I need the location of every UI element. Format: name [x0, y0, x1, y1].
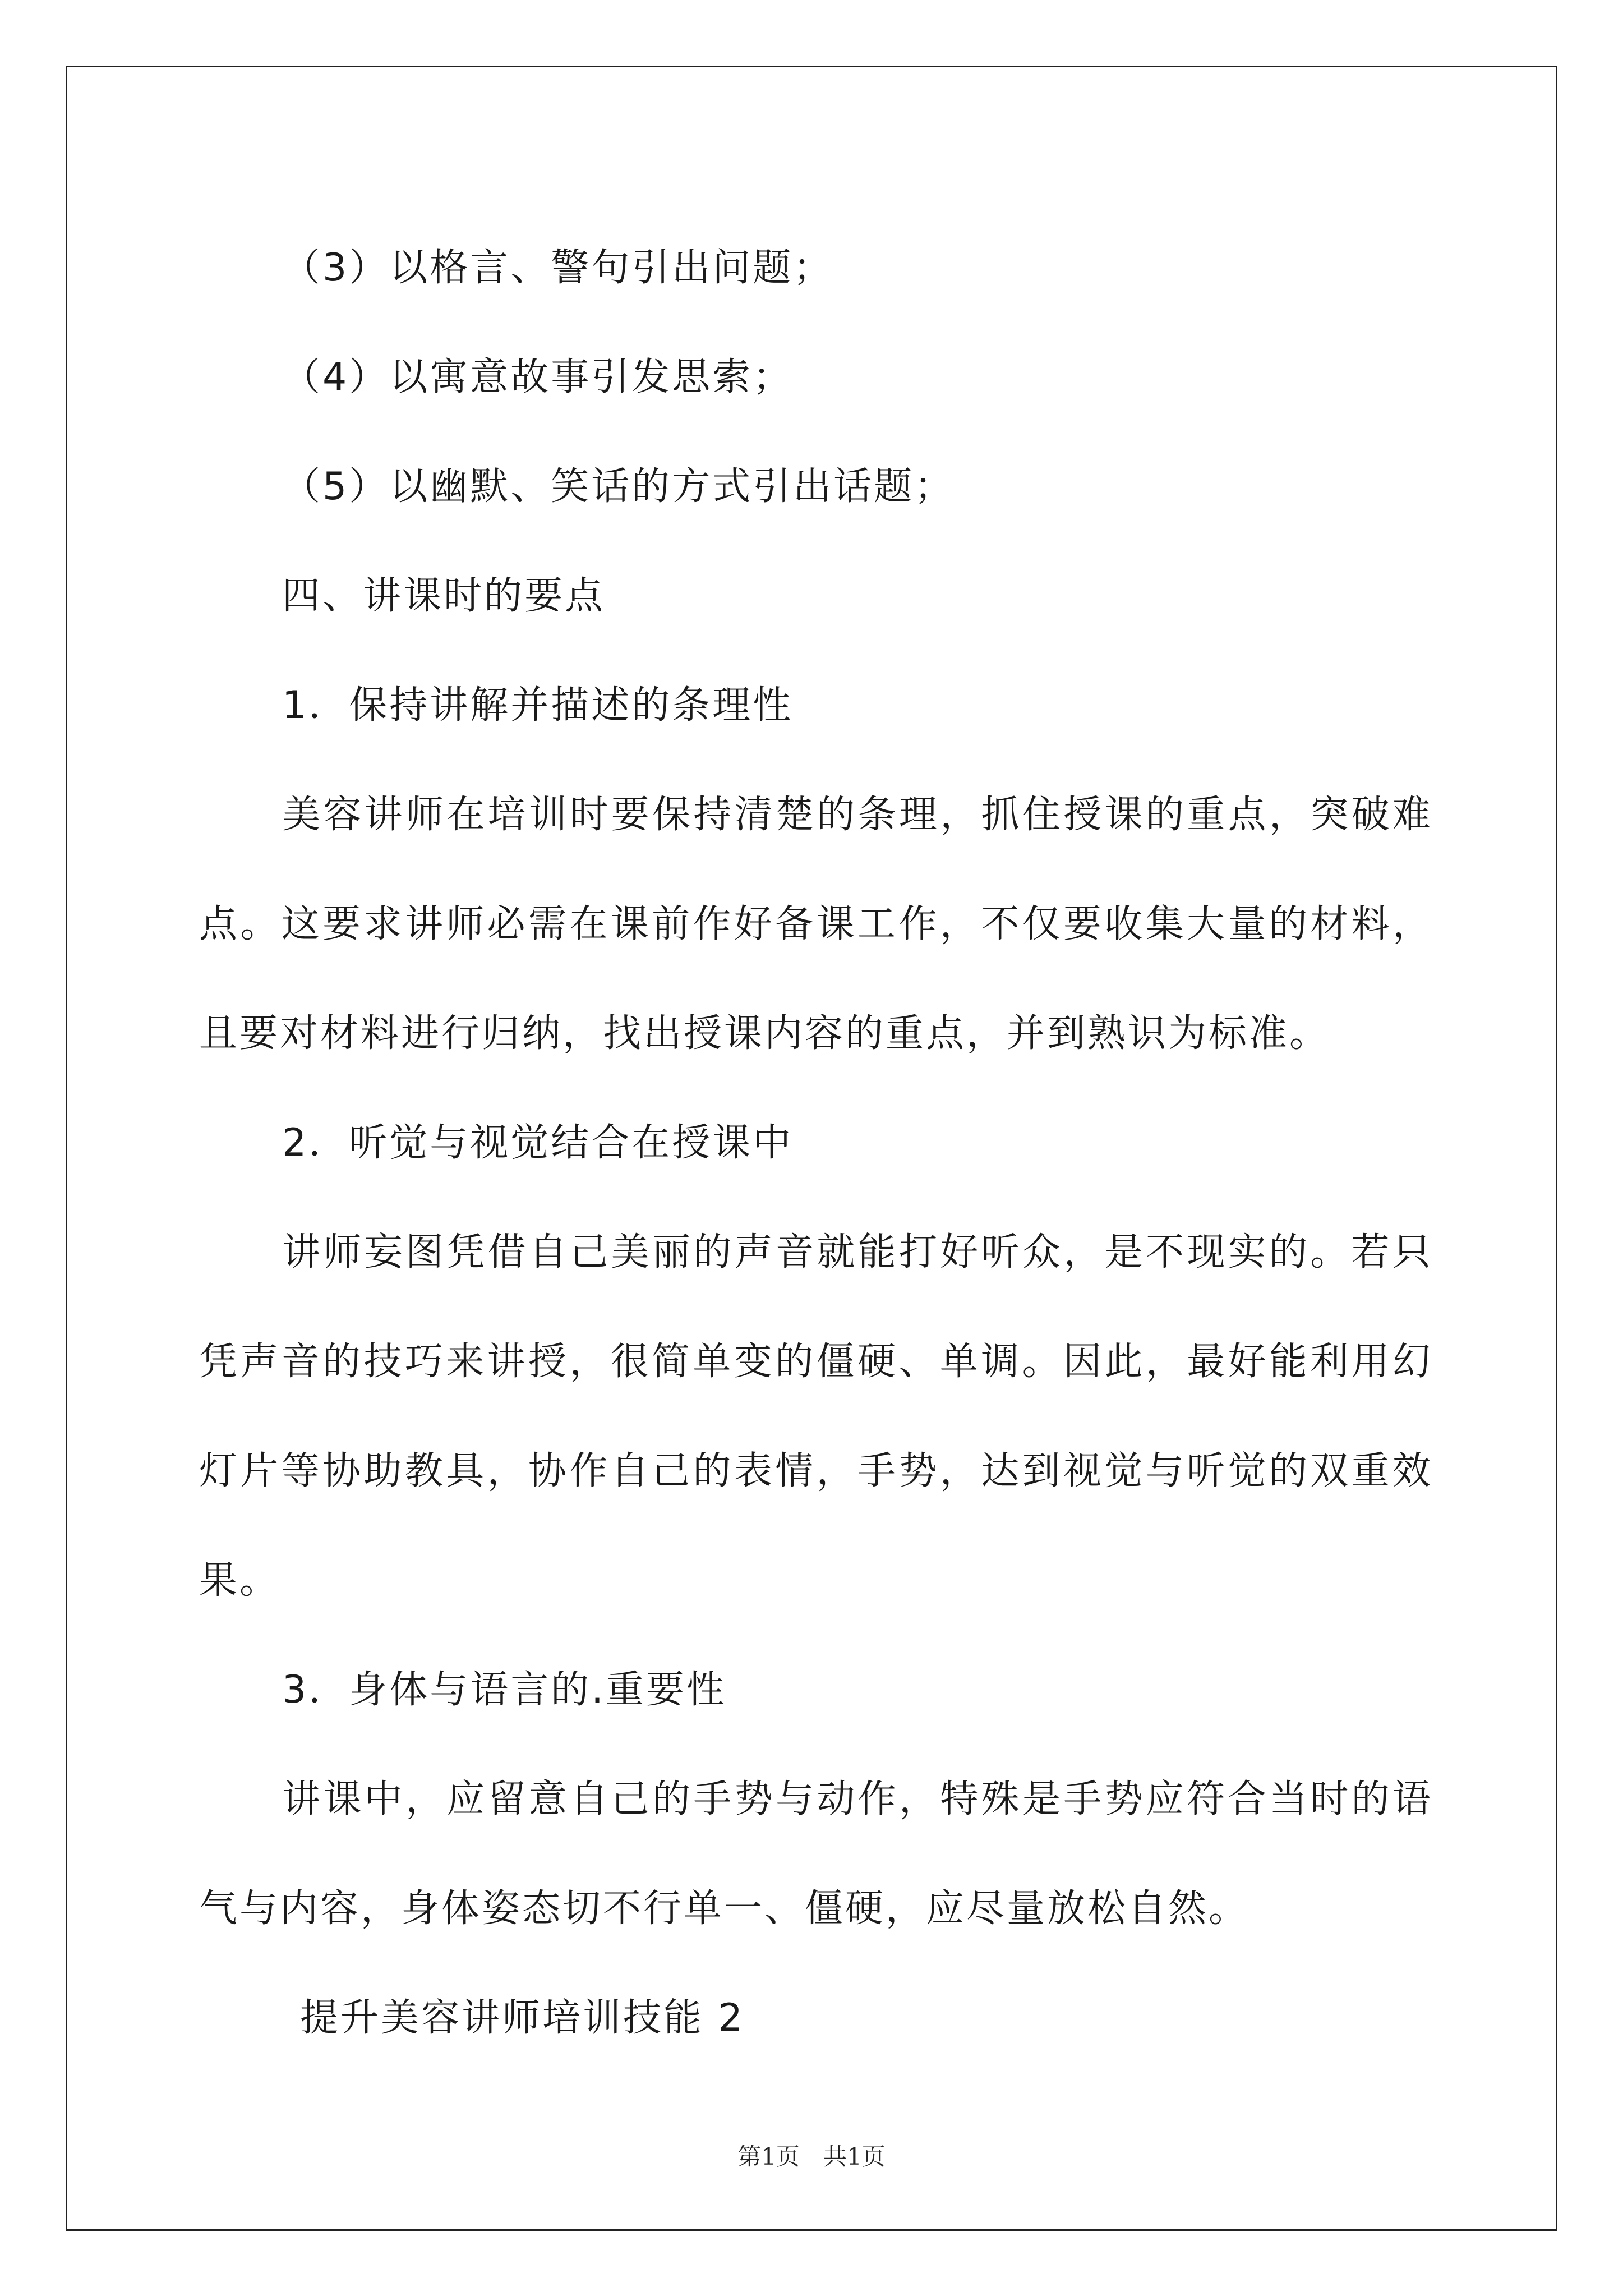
body-paragraph-1: 美容讲师在培训时要保持清楚的条理，抓住授课的重点，突破难点。这要求讲师必需在课前作好备课工作，不仅要收集大量的材料，且要对材料进行归纳，找出授课内容的重点，并到熟识为标准。: [199, 793, 1433, 1056]
section-heading: 四、讲课时的要点: [282, 574, 606, 618]
body-paragraph-3: 讲课中，应留意自己的手势与动作，特殊是手势应符合当时的语气与内容，身体姿态切不行单一、僵硬，应尽量放松自然。: [199, 1777, 1433, 1931]
subheading-2: 2．听觉与视觉结合在授课中: [282, 1121, 794, 1165]
list-item-3: （3）以格言、警句引出问题；: [282, 246, 834, 290]
next-section-title: 提升美容讲师培训技能 2: [300, 1996, 745, 2040]
document-body: [199, 213, 1433, 2073]
subheading-1: 1．保持讲解并描述的条理性: [282, 683, 794, 728]
list-item-5: （5）以幽默、笑话的方式引出话题；: [282, 464, 955, 509]
subheading-3: 3．身体与语言的.重要性: [282, 1668, 727, 1712]
page-number: 第1页 共1页: [737, 2143, 886, 2170]
body-paragraph-2: 讲师妄图凭借自己美丽的声音就能打好听众，是不现实的。若只凭声音的技巧来讲授，很简单变的僵硬、单调。因此，最好能利用幻灯片等协助教具，协作自己的表情，手势，达到视觉与听觉的双重效果。: [199, 1230, 1433, 1603]
list-item-4: （4）以寓意故事引发思索；: [282, 355, 794, 399]
